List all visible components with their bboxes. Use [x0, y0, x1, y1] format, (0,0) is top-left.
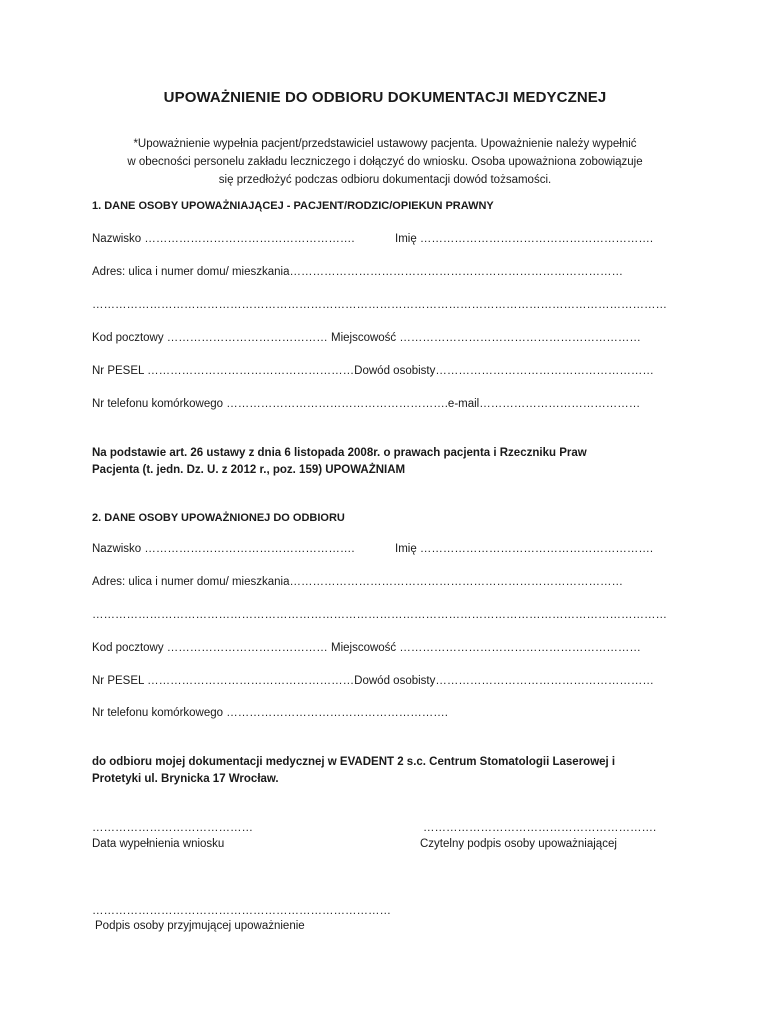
date-label: Data wypełnienia wniosku — [92, 838, 225, 850]
legal-basis-paragraph — [92, 445, 587, 479]
section2-address-field[interactable]: Adres: ulica i numer domu/ mieszkania…………………………………………………………………………… — [92, 576, 623, 588]
intro-line: *Upoważnienie wypełnia pacjent/przedstawiciel ustawowy pacjenta. Upoważnienie należy wypełnić — [133, 138, 637, 150]
legal-basis-line: Na podstawie art. 26 ustawy z dnia 6 listopada 2008r. o prawach pacjenta i Rzeczniku Praw — [92, 447, 587, 459]
intro-line: się przedłożyć podczas odbioru dokumentacji dowód tożsamości. — [218, 174, 552, 186]
section1-firstname-field[interactable]: Imię ……………………………………………………. — [395, 233, 654, 245]
section1-phone-email-field[interactable]: Nr telefonu komórkowego ………………………………………………….e-mail…………………………………… — [92, 398, 641, 410]
section1-postal-city-field[interactable]: Kod pocztowy …………………………………… Miejscowość ……………………………………………………… — [92, 332, 641, 344]
intro-paragraph — [60, 135, 710, 189]
section1-address-continuation-field[interactable]: …………………………………………………………………………………………………………………………………… — [92, 299, 667, 311]
section2-phone-field[interactable]: Nr telefonu komórkowego …………………………………………………. — [92, 707, 448, 719]
receiver-signature-label: Podpis osoby przyjmującej upoważnienie — [95, 920, 305, 932]
section1-pesel-id-field[interactable]: Nr PESEL ………………………………………………Dowód osobisty………………………………………………… — [92, 365, 654, 377]
section1-heading: 1. DANE OSOBY UPOWAŻNIAJĄCEJ - PACJENT/RODZIC/OPIEKUN PRAWNY — [92, 200, 494, 212]
section2-pesel-id-field[interactable]: Nr PESEL ………………………………………………Dowód osobisty………………………………………………… — [92, 675, 654, 687]
intro-line: w obecności personelu zakładu leczniczego i dołączyć do wniosku. Osoba upoważniona zobowiązuje — [127, 156, 643, 168]
purpose-paragraph — [92, 754, 615, 788]
authorizer-signature-line[interactable]: ……………………………………………………. — [423, 822, 657, 834]
section2-address-continuation-field[interactable]: …………………………………………………………………………………………………………………………………… — [92, 609, 667, 621]
section1-address-field[interactable]: Adres: ulica i numer domu/ mieszkania…………………………………………………………………………… — [92, 266, 623, 278]
authorizer-signature-label: Czytelny podpis osoby upoważniającej — [420, 838, 617, 850]
section1-surname-field[interactable]: Nazwisko ………………………………………………. — [92, 233, 355, 245]
date-signature-line[interactable]: …………………………………… — [92, 822, 253, 834]
section2-surname-field[interactable]: Nazwisko ………………………………………………. — [92, 543, 355, 555]
purpose-line: Protetyki ul. Brynicka 17 Wrocław. — [92, 773, 279, 785]
section2-postal-city-field[interactable]: Kod pocztowy …………………………………… Miejscowość ……………………………………………………… — [92, 642, 641, 654]
receiver-signature-line[interactable]: …………………………………………………………………… — [92, 905, 391, 917]
purpose-line: do odbioru mojej dokumentacji medycznej w EVADENT 2 s.c. Centrum Stomatologii Laserowej i — [92, 756, 616, 768]
section2-firstname-field[interactable]: Imię ……………………………………………………. — [395, 543, 654, 555]
legal-basis-line: Pacjenta (t. jedn. Dz. U. z 2012 r., poz. 159) UPOWAŻNIAM — [92, 464, 406, 476]
document-title: UPOWAŻNIENIE DO ODBIORU DOKUMENTACJI MEDYCZNEJ — [163, 89, 607, 106]
section2-heading: 2. DANE OSOBY UPOWAŻNIONEJ DO ODBIORU — [92, 512, 345, 524]
